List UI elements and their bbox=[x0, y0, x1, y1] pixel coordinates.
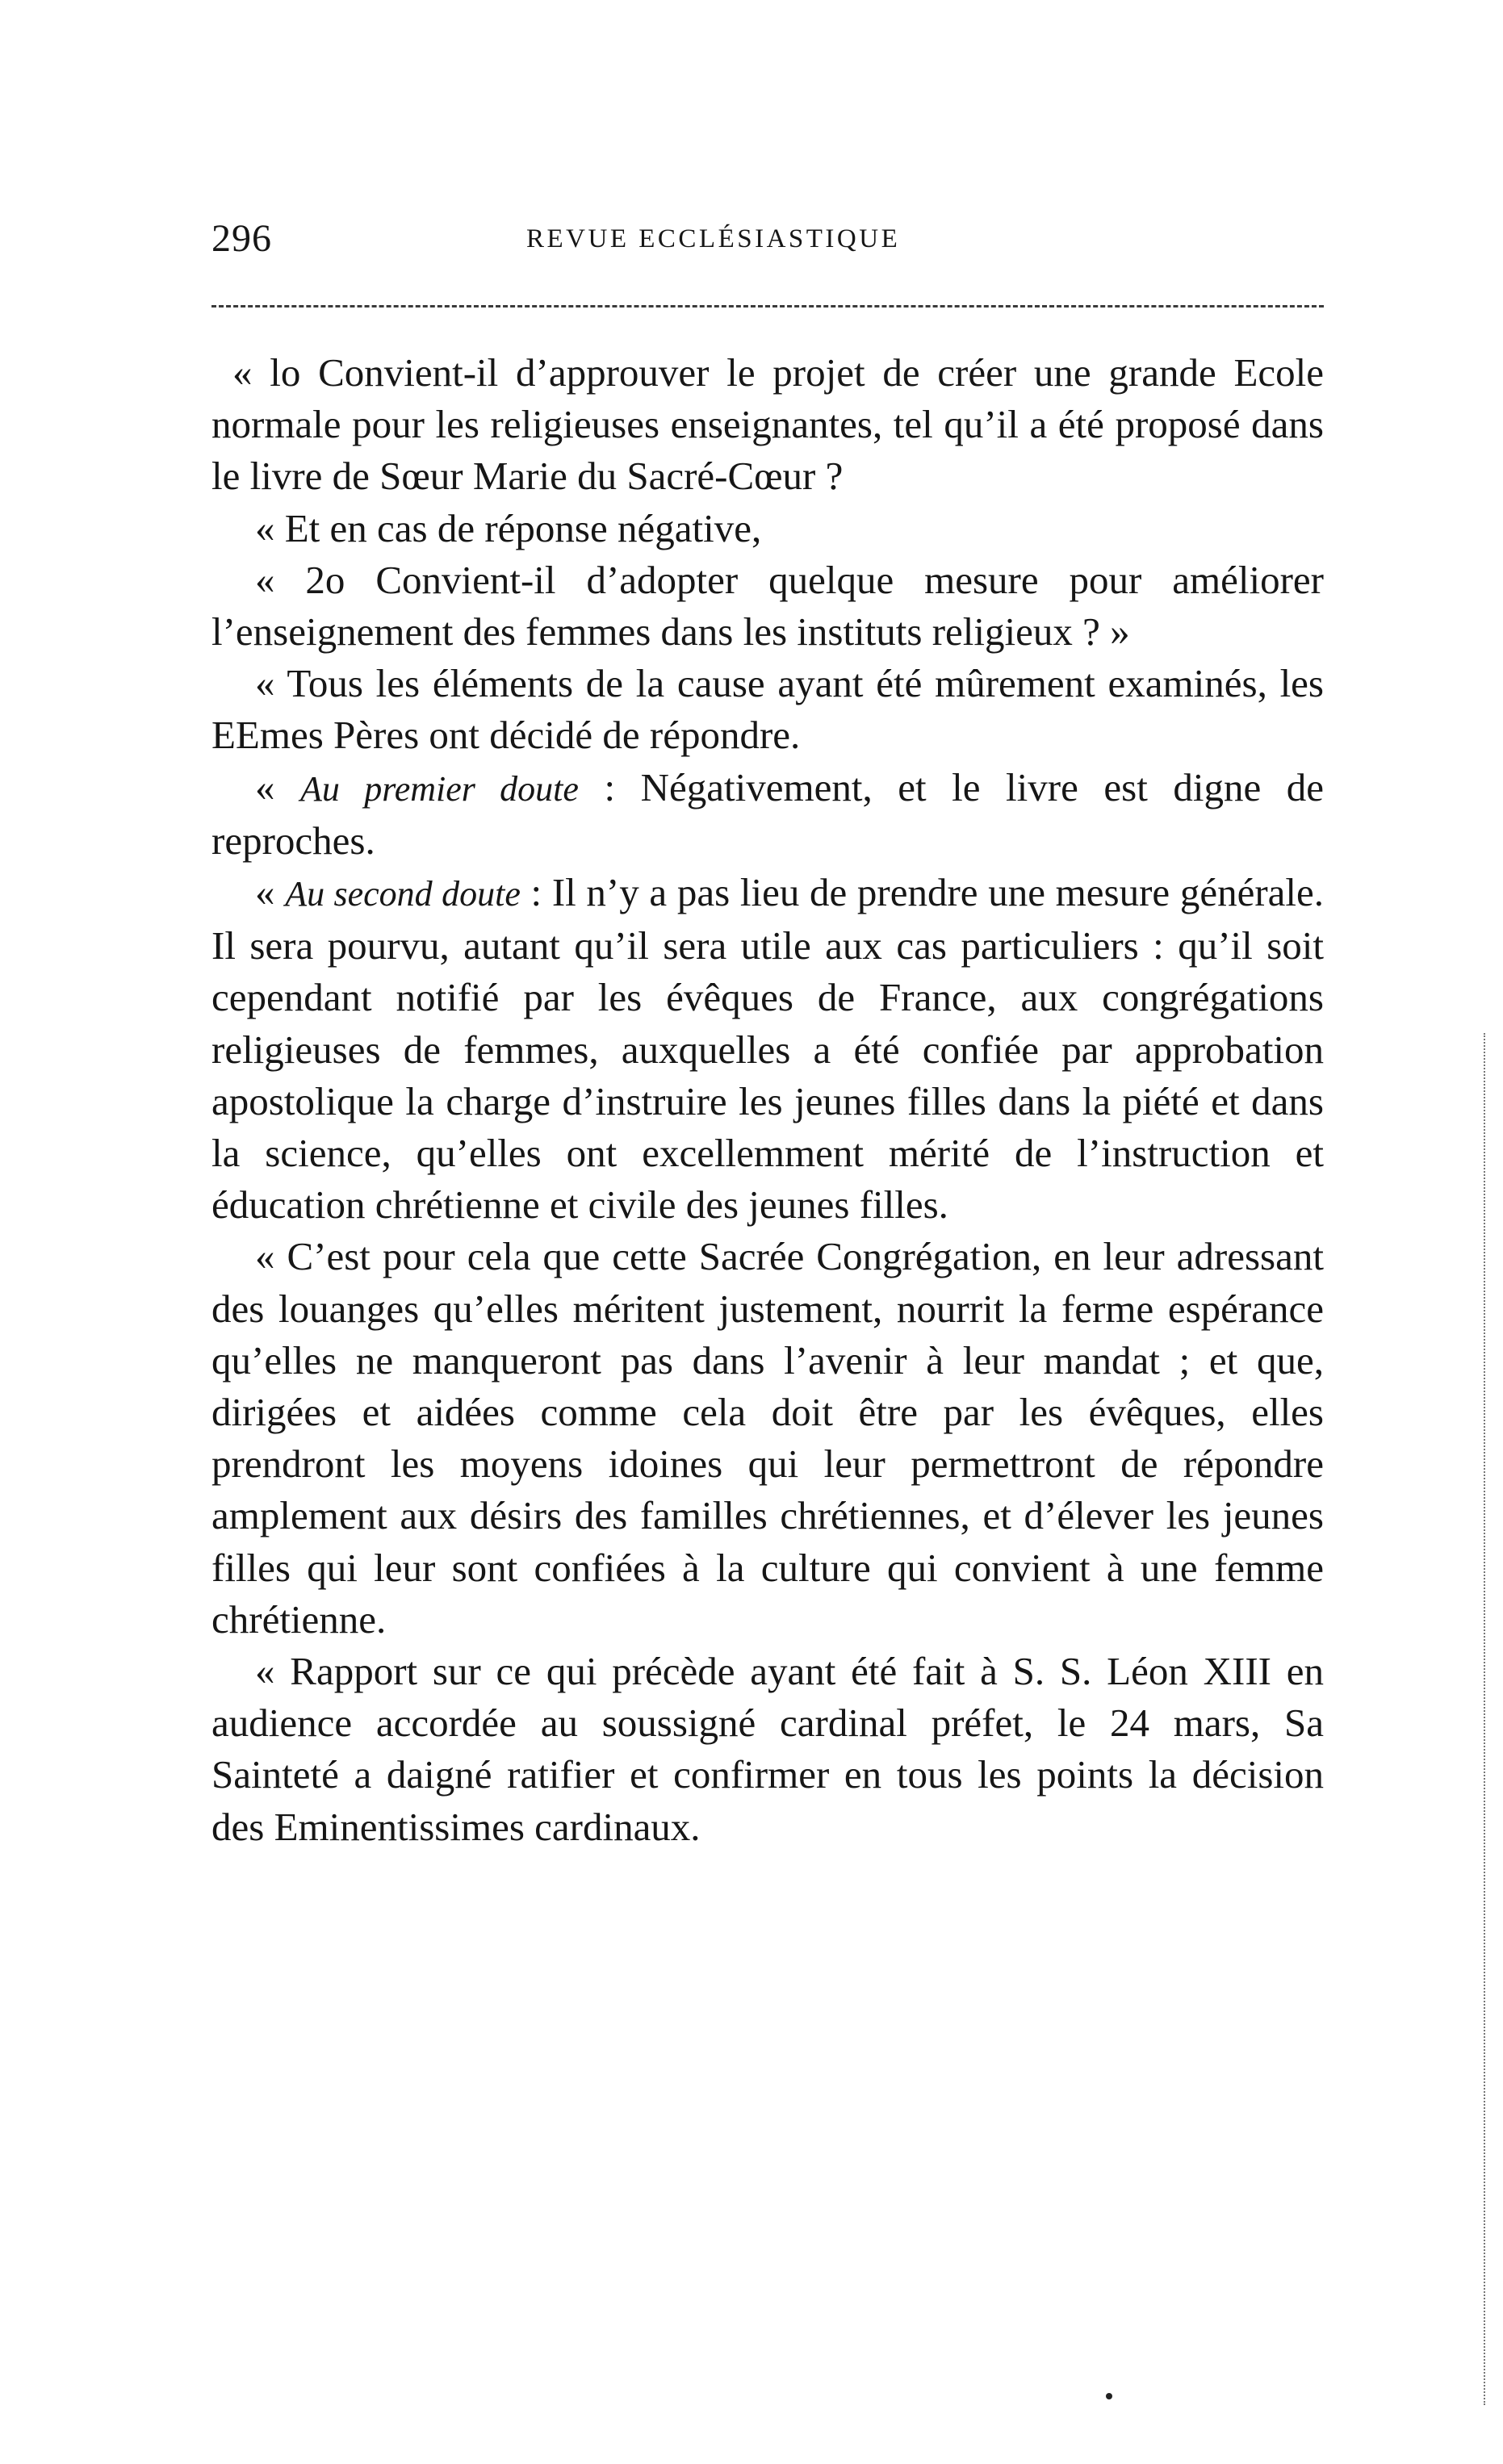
page-number: 296 bbox=[211, 217, 272, 260]
paragraph-question-2: « 2o Convient-il d’adopter quelque mesure pour améliorer l’enseignement des femmes dans les instituts religieux ? » bbox=[211, 557, 1324, 655]
first-doubt-answer: : Négativement, et le livre est digne de reproches. bbox=[211, 764, 1325, 863]
paragraph-question-1: « lo Convient-il d’approuver le projet de créer une grande Ecole normale pour les religieuses enseignantes, tel qu’il a été proposé dans le livre de Sœur Marie du Sacré-Cœur ? bbox=[211, 350, 1324, 499]
page-header bbox=[211, 216, 1324, 265]
paragraph-first-doubt bbox=[211, 762, 1324, 867]
first-doubt-heading: Au premier doute bbox=[300, 768, 579, 809]
body-text bbox=[211, 347, 1324, 1853]
header-rule bbox=[211, 305, 1324, 307]
quote-mark: « bbox=[255, 764, 301, 809]
paragraph-decision: « Tous les éléments de la cause ayant été mûrement examinés, les EEmes Pères ont décidé de répondre. bbox=[211, 661, 1324, 758]
paragraph-congregation: « C’est pour cela que cette Sacrée Congrégation, en leur adressant des louanges qu’elles méritent justement, nourrit la ferme espérance qu’elles ne manqueront pas dans l’avenir à leur mandat ; et que, dirigées et aidées comme cela doit être par les évêques, elles prendront les moyens idoines qui leur permettront de répondre amplement aux désirs des familles chrétiennes, et d’élever les jeunes filles qui leur sont confiées à la culture qui convient à une femme chrétienne. bbox=[211, 1234, 1324, 1642]
ink-dot bbox=[1106, 2393, 1112, 2399]
paragraph-negative-case: « Et en cas de réponse négative, bbox=[255, 505, 762, 550]
margin-dotted-line bbox=[1484, 1033, 1485, 2405]
quote-mark: « bbox=[255, 870, 286, 915]
paragraph-report: « Rapport sur ce qui précède ayant été fait à S. S. Léon XIII en audience accordée au soussigné cardinal préfet, le 24 mars, Sa Sainteté a daigné ratifier et confirmer en tous les points la décision des Eminentissimes cardinaux. bbox=[211, 1649, 1324, 1849]
second-doubt-answer: : Il n’y a pas lieu de prendre une mesure générale. Il sera pourvu, autant qu’il sera utile aux cas particuliers : qu’il soit cependant notifié par les évêques de France, aux congrégations religieuses de femmes, auxquelles a été confiée par approbation apostolique la charge d’instruire les jeunes filles dans la piété et dans la science, qu’elles ont excellemment mérité de l’instruction et éducation chrétienne et civile des jeunes filles. bbox=[211, 870, 1325, 1228]
paragraph-second-doubt bbox=[211, 867, 1324, 1231]
second-doubt-heading: Au second doute bbox=[285, 874, 521, 914]
running-title: REVUE ECCLÉSIASTIQUE bbox=[526, 224, 901, 253]
